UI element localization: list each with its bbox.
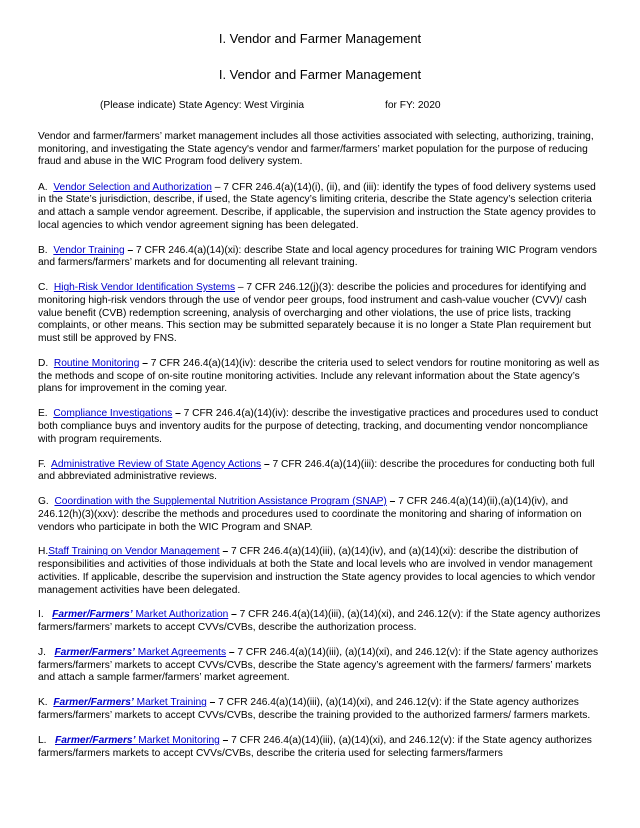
section-text: 7 CFR 246.4(a)(14)(iv): describe the criteria used to select vendors for routine monitoring as well as the methods and scope of on-site routine monitoring activities. Include any relevant information about the State agency’s plans for improvement in the coming year. bbox=[38, 357, 600, 395]
section-text: 7 CFR 246.4(a)(14)(i), (ii), and (iii): identify the types of food delivery systems used in the State’s jurisdiction, describe, if used, the State agency’s limiting criteria, describe the State agency’s selection criteria and attach a sample vendor agreement. Describe, if applicable, the supervision and instruction the State agency provides to local agencies to which vendor agreement signing has been delegated. bbox=[38, 181, 596, 231]
section-letter: D. bbox=[38, 357, 49, 369]
section-text: 7 CFR 246.4(a)(14)(iii), (a)(14)(iv), and (a)(14)(xi): describe the distribution of responsibilities and activities of those individuals at both the State and local levels who are involved in vendor management activities. If applicable, describe the supervision and instruction the State agency provides to local agencies to which vendor management activities have been delegated. bbox=[38, 546, 596, 596]
section-dash: – bbox=[222, 734, 229, 746]
section-letter: B. bbox=[38, 244, 48, 256]
link-label: Market Monitoring bbox=[138, 734, 220, 746]
vendor-selection-link[interactable]: Vendor Selection and Authorization bbox=[53, 181, 212, 193]
link-label: Market Training bbox=[136, 697, 207, 709]
section-text: 7 CFR 246.4(a)(14)(iii), (a)(14)(xi), and 246.12(v): if the State agency authorizes farmers/farmers’ markets to accept CVVs/CVBs, describe the State agency’s agreement with the farmers/ farmers’ markets and attach a sample farmer/farmers’ market agreement. bbox=[38, 646, 599, 684]
link-emphasis: Farmer/Farmers’ bbox=[54, 646, 135, 658]
farmer-market-authorization-link[interactable] bbox=[52, 609, 228, 620]
section-dash: – bbox=[228, 646, 235, 658]
section-d bbox=[38, 358, 602, 396]
agency-name: West Virginia bbox=[244, 100, 305, 111]
routine-monitoring-link[interactable]: Routine Monitoring bbox=[53, 357, 140, 369]
section-text: 7 CFR 246.12(j)(3): describe the policies and procedures for identifying and monitoring high-risk vendors through the use of vendor peer groups, food instrument and cash-value voucher (CVV)/ cash value benefit (CVB) redemption screening, analysis of overcharging and other violations, the use of price lists, tracking complaints, or other means. This section may be submitted separately because it is no longer a State Plan requirement but must still be approved by FNS. bbox=[38, 282, 592, 345]
section-dash: – bbox=[142, 357, 148, 369]
section-dash: – bbox=[209, 697, 216, 709]
section-j bbox=[38, 647, 602, 685]
section-dash: – bbox=[222, 546, 229, 558]
link-label: Market Agreements bbox=[137, 646, 227, 658]
section-e bbox=[38, 408, 602, 446]
page-title: I. Vendor and Farmer Management bbox=[218, 31, 422, 46]
administrative-review-link[interactable]: Administrative Review of State Agency Actions bbox=[51, 458, 262, 470]
farmer-market-monitoring-link[interactable] bbox=[55, 735, 220, 746]
section-text: 7 CFR 246.4(a)(14)(iii), (a)(14)(xi), and 246.12(v): if the State agency authorizes farmers/farmers’ markets to accept CVVs/CVBs, describe the authorization process. bbox=[38, 609, 601, 634]
section-letter: E. bbox=[38, 408, 48, 420]
agency-line bbox=[100, 100, 441, 112]
section-letter: H. bbox=[38, 546, 49, 558]
intro-paragraph: Vendor and farmer/farmers’ market management includes all those activities associated with selecting, authorizing, training, monitoring, and investigating the State agency's vendor and farmer/farmers’ market population for the purpose of reducing fraud and abuse in the WIC Program food delivery system. bbox=[38, 131, 594, 168]
farmer-market-training-link[interactable] bbox=[53, 697, 206, 708]
section-letter: I. bbox=[38, 609, 44, 621]
section-text: 7 CFR 246.4(a)(14)(iii): describe the procedures for conducting both full and abbreviated administrative reviews. bbox=[38, 458, 595, 483]
section-i bbox=[38, 609, 602, 634]
link-emphasis: Farmer/Farmers’ bbox=[53, 697, 134, 709]
section-letter: K. bbox=[38, 697, 48, 709]
section-dash: – bbox=[231, 609, 237, 621]
section-a bbox=[38, 182, 602, 233]
section-letter: L. bbox=[38, 734, 47, 746]
section-h bbox=[38, 546, 602, 597]
section-l bbox=[38, 735, 602, 760]
fy-label: for FY: bbox=[385, 100, 416, 111]
fy-value: 2020 bbox=[417, 100, 441, 111]
link-label: Market Authorization bbox=[135, 609, 229, 621]
section-f bbox=[38, 459, 602, 484]
compliance-investigations-link[interactable]: Compliance Investigations bbox=[53, 408, 173, 420]
section-letter: A. bbox=[38, 181, 48, 193]
snap-coordination-link[interactable]: Coordination with the Supplemental Nutrition Assistance Program (SNAP) bbox=[54, 496, 387, 508]
section-text: 7 CFR 246.4(a)(14)(iii), (a)(14)(xi), and 246.12(v): if the State agency authorizes farmers/farmers’ markets to accept CVVs/CVBs, describe the training provided to the authorized farmers/ farmers markets. bbox=[38, 697, 591, 721]
section-b bbox=[38, 245, 602, 270]
staff-training-link[interactable]: Staff Training on Vendor Management bbox=[48, 546, 220, 558]
section-text: 7 CFR 246.4(a)(14)(xi): describe State and local agency procedures for training WIC Program vendors and farmers/farmers’ markets and for documenting all relevant training. bbox=[38, 244, 597, 269]
section-letter: C. bbox=[38, 282, 49, 294]
link-emphasis: Farmer/Farmers’ bbox=[55, 734, 136, 746]
section-k bbox=[38, 697, 602, 722]
farmer-market-agreements-link[interactable] bbox=[54, 647, 226, 658]
document-body bbox=[38, 131, 602, 772]
section-g bbox=[38, 496, 602, 534]
section-dash: – bbox=[263, 458, 270, 470]
section-text: 7 CFR 246.4(a)(14)(iii), (a)(14)(xi), and 246.12(v): if the State agency authorizes farmers/farmers markets to accept CVVs/CVBs, describe the criteria used for selecting farmers/farmers bbox=[38, 734, 592, 759]
link-emphasis: Farmer/Farmers’ bbox=[52, 609, 133, 621]
section-text: 7 CFR 246.4(a)(14)(iv): describe the investigative practices and procedures used to conduct both compliance buys and inventory audits for the purpose of detecting, tracking, and documenting vendor noncompliance with program requirements. bbox=[38, 408, 599, 445]
section-c bbox=[38, 282, 602, 346]
section-title: I. Vendor and Farmer Management bbox=[218, 67, 422, 82]
section-text: 7 CFR 246.4(a)(14)(ii),(a)(14)(iv), and 246.12(h)(3)(xxv): describe the methods and procedures used to coordinate the monitoring and sharing of information on vendors who participate in both the WIC Program and SNAP. bbox=[38, 496, 582, 533]
section-dash: – bbox=[175, 408, 181, 420]
fiscal-year bbox=[385, 100, 441, 112]
agency-label: (Please indicate) State Agency: bbox=[100, 100, 242, 111]
section-letter: J. bbox=[38, 646, 46, 658]
section-dash: – bbox=[237, 282, 244, 294]
section-letter: F. bbox=[38, 458, 46, 470]
section-dash: – bbox=[214, 181, 221, 193]
section-dash: – bbox=[127, 244, 134, 256]
high-risk-vendor-link[interactable]: High-Risk Vendor Identification Systems bbox=[53, 282, 236, 294]
section-letter: G. bbox=[38, 496, 49, 508]
section-dash: – bbox=[389, 496, 396, 508]
vendor-training-link[interactable]: Vendor Training bbox=[53, 244, 125, 256]
